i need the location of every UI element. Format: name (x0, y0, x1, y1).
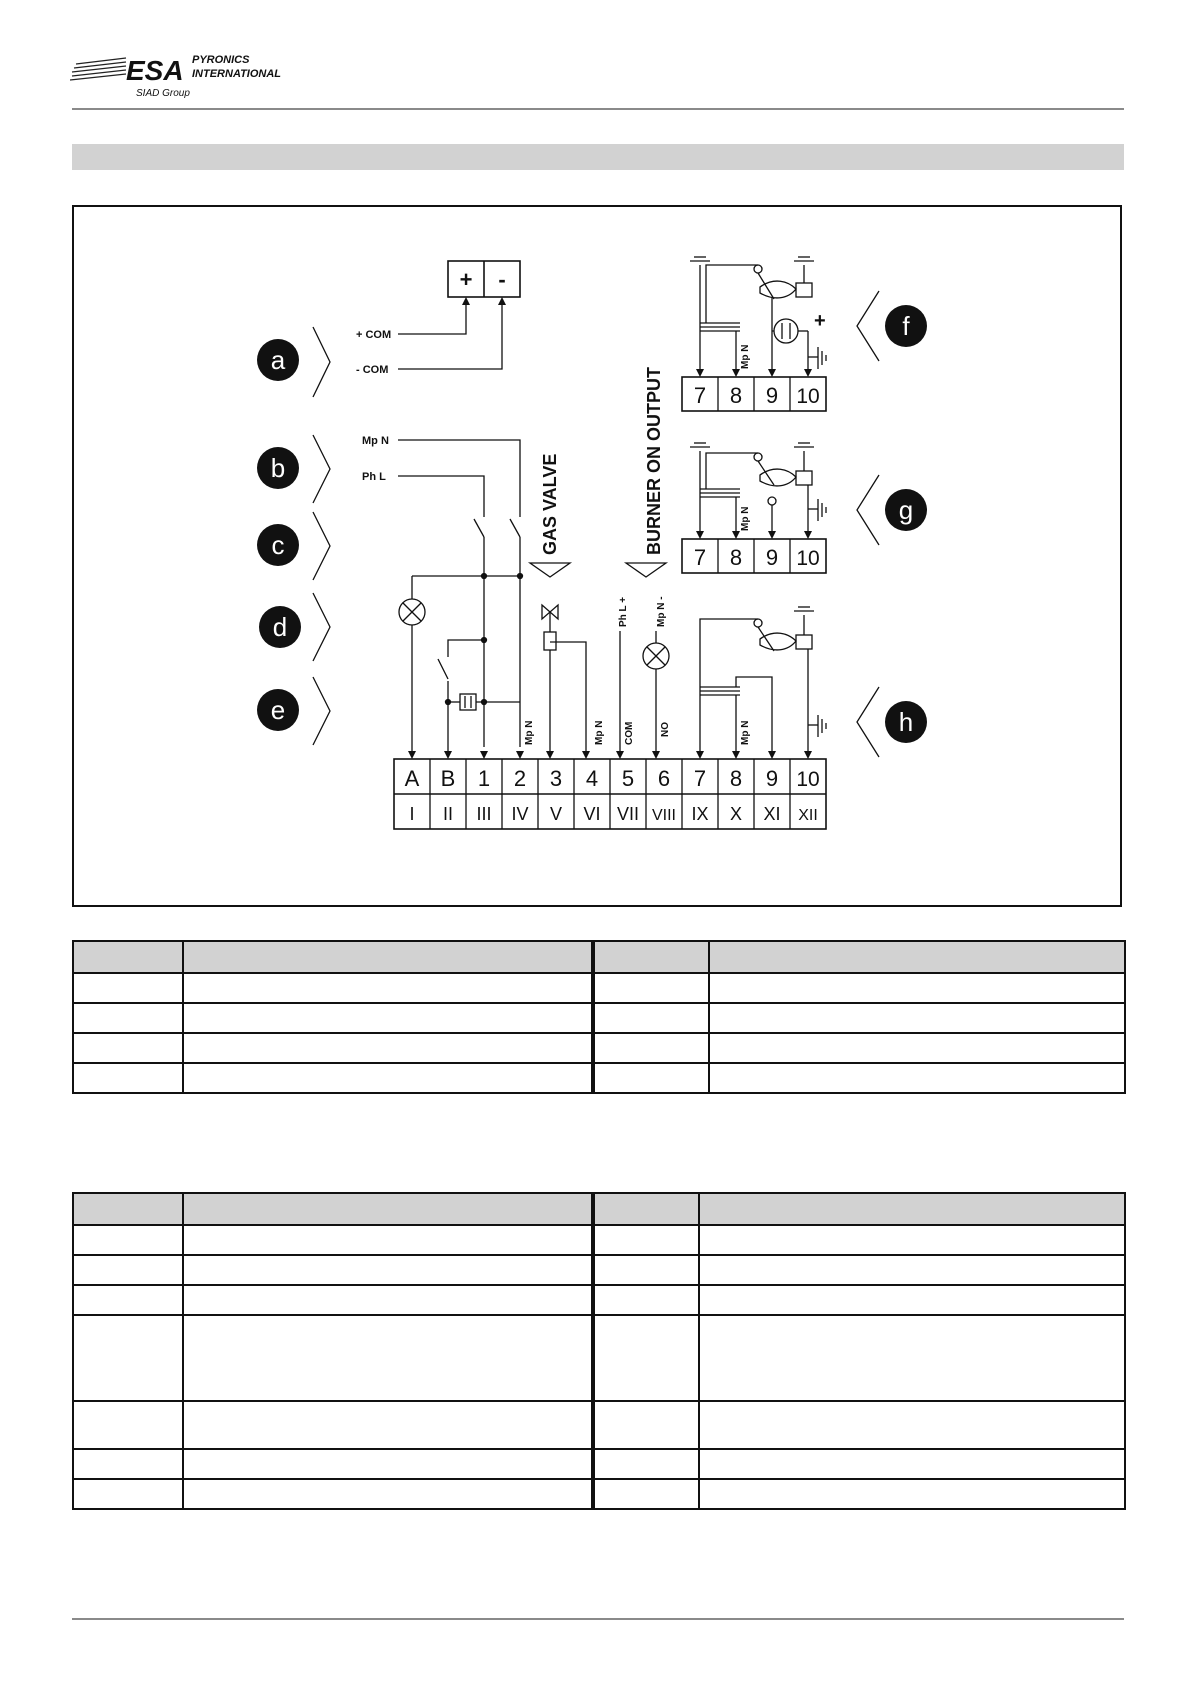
wiring-diagram-svg (74, 207, 1120, 905)
label-e (257, 677, 330, 745)
svg-text:II: II (442, 804, 454, 824)
svg-text:V: V (549, 804, 563, 824)
svg-text:+: + (459, 267, 473, 292)
svg-text:10: 10 (796, 547, 820, 570)
com-minus-label: - COM (356, 364, 389, 376)
label-f (857, 291, 927, 361)
label-b (257, 435, 330, 503)
mp-n-flame-h: Mp N (740, 720, 751, 745)
svg-text:-: - (498, 267, 506, 292)
mp-n-flame-g: Mp N (740, 506, 751, 531)
ph-l-plus-label: Ph L + (618, 596, 629, 627)
mp-n-label: Mp N (362, 435, 389, 447)
svg-text:4: 4 (585, 766, 599, 791)
logo-group: SIAD Group (136, 88, 190, 99)
table-row (73, 1479, 1125, 1509)
table-header-row (73, 941, 1125, 973)
burner-on-output-label: BURNER ON OUTPUT (644, 367, 664, 555)
svg-text:8: 8 (729, 766, 743, 791)
table-row (73, 1285, 1125, 1315)
wire-com-minus (398, 301, 502, 369)
svg-text:2: 2 (513, 766, 527, 791)
wiring-diagram (72, 205, 1122, 907)
logo-speed-lines (70, 58, 126, 80)
table-header-row (73, 1193, 1125, 1225)
svg-text:I: I (409, 804, 415, 824)
svg-text:3: 3 (549, 766, 563, 791)
svg-text:e: e (270, 695, 286, 725)
svg-text:VII: VII (616, 804, 640, 824)
svg-text:III: III (476, 804, 492, 824)
terminal-strip (394, 759, 826, 829)
svg-text:10: 10 (796, 385, 820, 408)
logo-line1: PYRONICS (192, 54, 250, 66)
com-plus-label: + COM (356, 329, 392, 341)
gas-valve-icon (542, 605, 586, 752)
svg-text:VIII: VIII (651, 807, 677, 824)
footer-rule (72, 1618, 1124, 1620)
svg-text:d: d (272, 612, 288, 642)
gas-valve-label: GAS VALVE (540, 453, 560, 555)
table-row (73, 1003, 1125, 1033)
svg-text:X: X (729, 804, 743, 824)
svg-text:7: 7 (693, 545, 707, 570)
svg-text:+: + (814, 310, 826, 332)
label-d (259, 593, 330, 661)
terminal-table-2 (72, 1192, 1126, 1510)
table-row (73, 1401, 1125, 1449)
section-title-bar (72, 144, 1124, 170)
flame-sensor-wiring-h (700, 607, 826, 752)
mp-n-terminal-4: Mp N (594, 720, 605, 745)
flame-sensor-wiring-g (690, 443, 826, 535)
svg-text:5: 5 (621, 766, 635, 791)
svg-text:f: f (902, 311, 910, 341)
terminal-table-1 (72, 940, 1126, 1094)
label-c (257, 512, 330, 580)
burner-output-arrow (626, 563, 666, 577)
table-row (73, 1255, 1125, 1285)
switch-fuse-icon (438, 640, 520, 752)
table-row (73, 1033, 1125, 1063)
mp-n-minus-label: Mp N - (656, 596, 667, 627)
svg-text:b: b (270, 453, 286, 483)
esa-pyronics-logo (70, 50, 310, 110)
table-row (73, 973, 1125, 1003)
mp-n-terminal-2: Mp N (524, 720, 535, 745)
table-row (73, 1449, 1125, 1479)
svg-text:6: 6 (657, 766, 671, 791)
flame-terminal-block-f (682, 377, 826, 411)
lamp-icon (399, 576, 425, 752)
svg-text:g: g (898, 495, 914, 525)
svg-text:XII: XII (798, 807, 818, 824)
label-h (857, 687, 927, 757)
table-row (73, 1225, 1125, 1255)
svg-text:IV: IV (511, 804, 529, 824)
svg-text:10: 10 (796, 768, 820, 791)
table-row (73, 1063, 1125, 1093)
label-g (857, 475, 927, 545)
svg-text:1: 1 (477, 766, 491, 791)
svg-text:9: 9 (765, 545, 779, 570)
svg-text:a: a (270, 345, 286, 375)
ph-l-label: Ph L (362, 471, 386, 483)
svg-text:IX: IX (691, 804, 709, 824)
logo-brand: ESA (126, 55, 184, 86)
svg-text:8: 8 (729, 545, 743, 570)
no-label: NO (660, 722, 671, 737)
svg-text:9: 9 (765, 383, 779, 408)
gas-valve-arrow (530, 563, 570, 577)
svg-text:9: 9 (765, 766, 779, 791)
svg-text:B: B (440, 766, 456, 791)
svg-text:7: 7 (693, 383, 707, 408)
wire-com-plus (398, 301, 466, 334)
flame-terminal-block-g (682, 539, 826, 573)
mp-n-flame-f: Mp N (740, 344, 751, 369)
label-a (257, 327, 330, 397)
table-row (73, 1315, 1125, 1401)
svg-text:A: A (404, 766, 420, 791)
supply-terminal-box (448, 261, 520, 297)
logo-line2: INTERNATIONAL (192, 68, 282, 80)
svg-text:8: 8 (729, 383, 743, 408)
svg-text:XI: XI (763, 804, 781, 824)
svg-text:7: 7 (693, 766, 707, 791)
svg-text:c: c (271, 530, 285, 560)
svg-text:VI: VI (583, 804, 601, 824)
flame-sensor-wiring-f (690, 257, 826, 373)
svg-text:h: h (898, 707, 914, 737)
header-rule (72, 108, 1124, 110)
com-label: COM (624, 721, 635, 745)
